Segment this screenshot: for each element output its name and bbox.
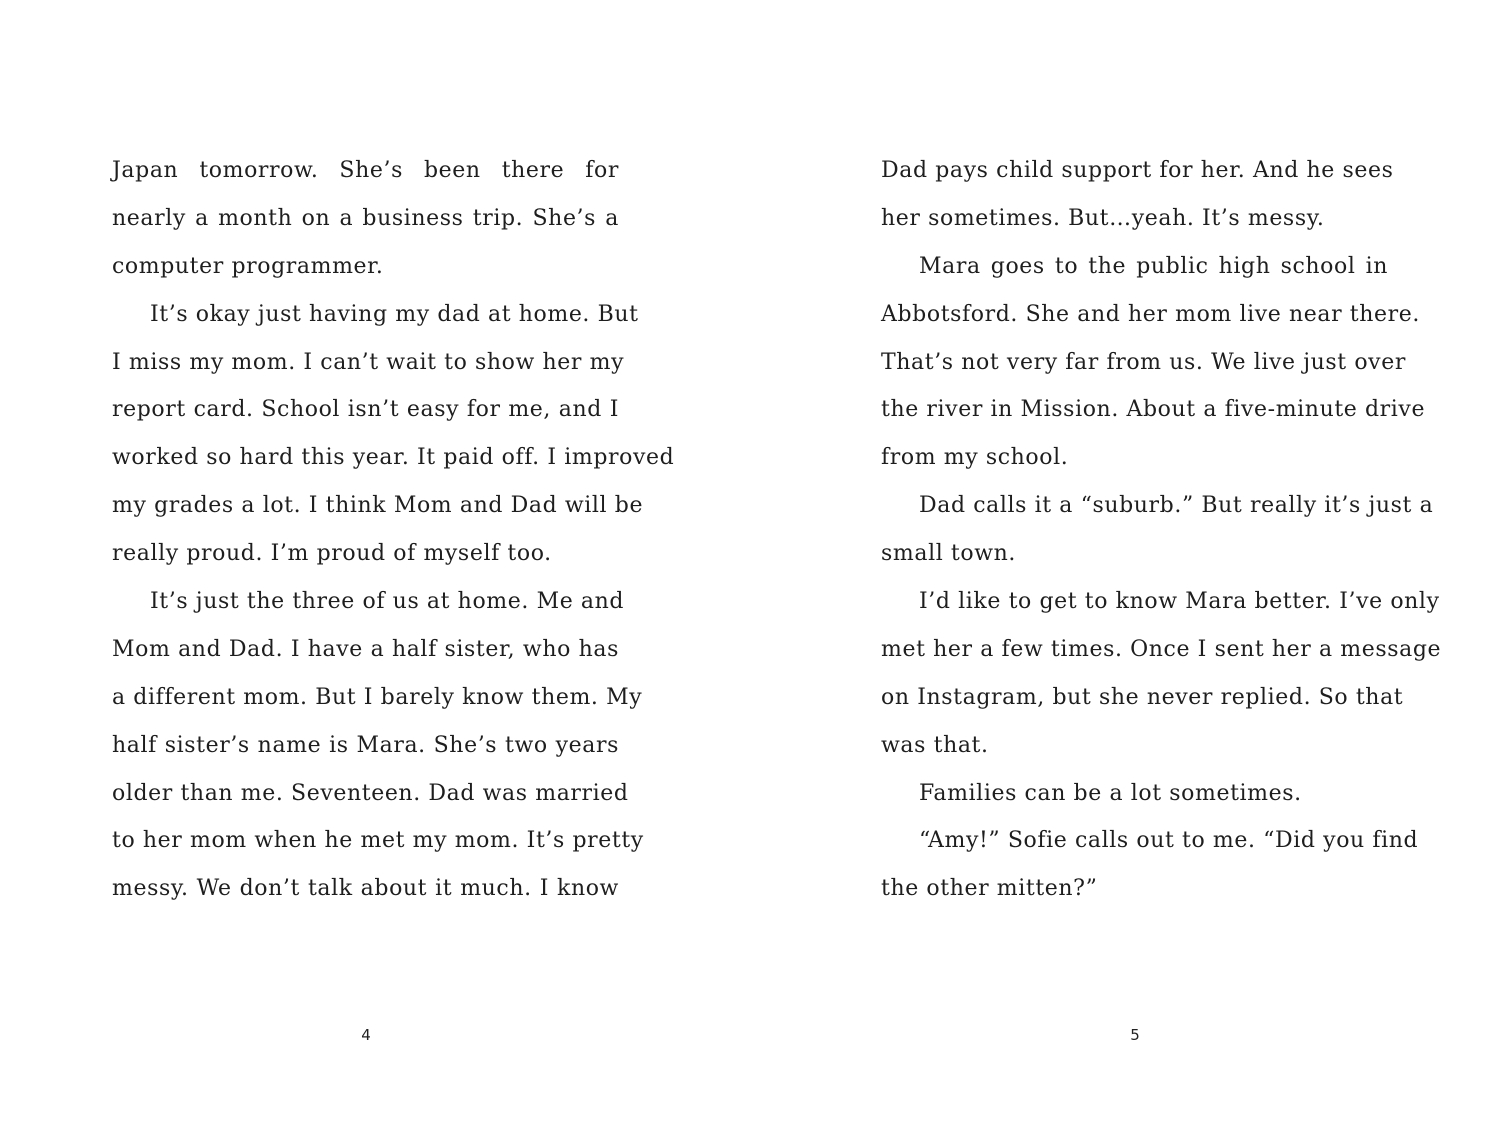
- text-line: her sometimes. But…yeah. It’s messy.: [881, 205, 1325, 231]
- text-line: I’d like to get to know Mara better. I’ve only: [919, 589, 1440, 615]
- right-page: [750, 0, 1500, 1125]
- text-line: computer programmer.: [112, 253, 384, 279]
- text-line: a different mom. But I barely know them. My: [112, 684, 643, 710]
- text-line: It’s just the three of us at home. Me and: [150, 589, 625, 615]
- text-line: report card. School isn’t easy for me, and I: [112, 397, 619, 423]
- text-line: the river in Mission. About a five-minute drive: [881, 397, 1426, 423]
- text-line: I miss my mom. I can’t wait to show her my: [112, 349, 625, 375]
- right-page-text: [881, 147, 1442, 913]
- text-line: It’s okay just having my dad at home. But: [150, 301, 639, 327]
- text-line: half sister’s name is Mara. She’s two years: [112, 732, 619, 758]
- text-line: on Instagram, but she never replied. So that: [881, 684, 1404, 710]
- text-line: really proud. I’m proud of myself too.: [112, 541, 552, 567]
- text-line: from my school.: [881, 445, 1069, 471]
- text-line: older than me. Seventeen. Dad was married: [112, 780, 629, 806]
- text-line: small town.: [881, 541, 1017, 567]
- text-line: That’s not very far from us. We live just over: [881, 349, 1406, 375]
- text-line: Mom and Dad. I have a half sister, who has: [112, 636, 619, 662]
- text-line: my grades a lot. I think Mom and Dad will be: [112, 493, 644, 519]
- text-line: “Amy!” Sofie calls out to me. “Did you find: [919, 828, 1419, 854]
- text-line: to her mom when he met my mom. It’s pretty: [112, 828, 644, 854]
- text-line: Japan tomorrow. She’s been there for: [112, 158, 619, 183]
- text-line: was that.: [881, 732, 989, 758]
- text-line: Abbotsford. She and her mom live near there.: [881, 301, 1420, 327]
- text-line: Families can be a lot sometimes.: [919, 780, 1302, 806]
- text-line: worked so hard this year. It paid off. I improved: [112, 445, 675, 471]
- text-line: met her a few times. Once I sent her a message: [881, 636, 1442, 662]
- text-line: the other mitten?”: [881, 876, 1098, 902]
- page-number: 5: [1130, 1026, 1140, 1044]
- text-line: Dad calls it a “suburb.” But really it’s just a: [919, 493, 1434, 519]
- left-page-text: [112, 147, 675, 913]
- page-number: 4: [361, 1026, 371, 1044]
- text-line: messy. We don’t talk about it much. I know: [112, 876, 619, 902]
- text-line: nearly a month on a business trip. She’s a: [112, 205, 619, 231]
- text-line: Mara goes to the public high school in: [919, 253, 1388, 279]
- text-line: Dad pays child support for her. And he sees: [881, 158, 1394, 183]
